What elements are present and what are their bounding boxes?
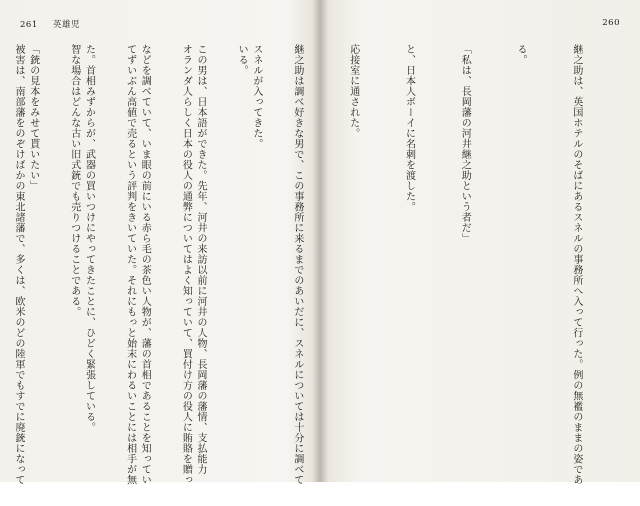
- text-line: 応接室に通された。: [347, 44, 359, 139]
- text-line: 智な場合はどんな古い旧式銃でも売りつけることである。: [68, 44, 80, 317]
- text-line: と、日本人ボーイに名刺を渡した。: [403, 44, 415, 212]
- text-line: スネルが入ってきた。: [250, 44, 262, 149]
- text-line: などを調べていて、いま眼の前にいる赤ら毛の茶色い人物が、藩の首相であることを知ってい: [139, 44, 151, 485]
- text-line: 被害は、南部藩をのぞけばかの東北諸藩で、多くは、欧米のどの陸軍でもすでに廃銃になって: [13, 44, 24, 485]
- page-number: 261: [20, 20, 38, 30]
- text-line: いる。: [236, 44, 248, 76]
- text-line: た。首相みずからが、武器の買いつけにやってきたことに、ひどく緊張している。: [83, 44, 95, 433]
- text-line: 「私は、長岡藩の河井継之助という者だ」: [459, 44, 471, 244]
- left-page-header: [20, 18, 80, 30]
- right-page-header: [602, 18, 620, 28]
- page-number: 260: [602, 18, 620, 28]
- text-line: 継之助は調べ好きな男で、この事務所に来るまでのあいだに、スネルについては十分に調べて: [291, 44, 303, 485]
- text-line: オランダ人らしく日本の役人の通弊についてはよく知っていて、買付け方の役人に賄賂を贈っ: [180, 44, 192, 485]
- running-head: 英雄児: [52, 20, 80, 30]
- text-line: る。: [515, 44, 527, 65]
- text-line: 継之助は、英国ホテルのそばにあるスネルの事務所へ入って行った。例の無襤のままの姿であ: [570, 44, 582, 485]
- text-line: てずいぶん高値で売るという評判をきいていた。それにもっと始末にわるいことには相手が無: [124, 44, 136, 485]
- text-line: 「銃の見本をみせて貰いたい」: [27, 44, 39, 191]
- text-line: この男は、日本語ができた。先年、河井の来訪以前に河井の人物、長岡藩の藩情、支払能力: [195, 44, 207, 475]
